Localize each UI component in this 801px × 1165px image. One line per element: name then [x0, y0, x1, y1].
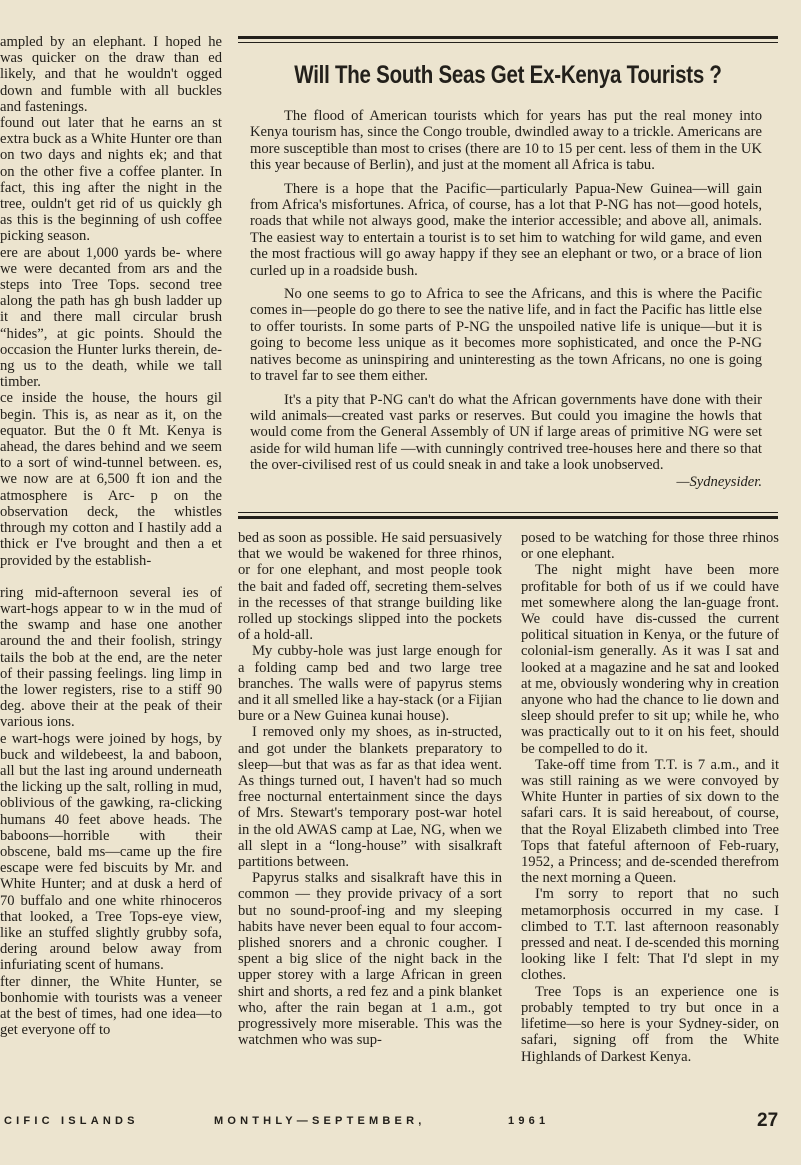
paragraph: Papyrus stalks and sisalkraft have this in common — they provide privacy of a sort but no sound-proof-ing and my sleeping habits have never been equal to four accom-plished snorers and a chronic cougher. I spent a big slice of the night back in the upper storey with a large African in green shirt and shorts, a red fez and a pink blanket who, after the rain began at 1 a.m., got progressively more miserable. This was the watchmen who was sup-	[238, 870, 502, 1049]
paragraph: The night might have been more profitable for both of us if we could have met somewhere along the lan-guage front. We could have dis-cussed the current political situation in Kenya, or the future of colonial-ism generally. As it was I sat and looked at a magazine and he sat and looked at me, obviously wondering why in creation anyone who had the chance to lie down and sleep should prefer to sit up; while he, who was practically out to it on his feet, should be compelled to do it.	[521, 562, 779, 757]
footer-year: 1961	[508, 1115, 550, 1127]
bottom-rule-thin	[238, 512, 778, 513]
paragraph: ce inside the house, the hours gil begin. This is, as near as it, on the equator. But the 0 ft Mt. Kenya is ahead, the dares behind and we seem to a sort of wind-tunnel between. es, we now are at 6,500 ft ion and the atmosphere is Arc- p on the observation deck, the whistles through my cotton and I hastily add a thick er I've brought and then a et provided by the establish-	[0, 390, 222, 569]
paragraph: I removed only my shoes, as in-structed, and got under the blankets preparatory to sleep—but that was as far as that idea went. As things turned out, I haven't had so much free nocturnal entertainment since the days of Mrs. Stewart's temporary post-war hotel in the old AWAS camp at Lae, NG, when we all slept in a “long-house” with sisalkraft partitions between.	[238, 724, 502, 871]
top-rule-thick	[238, 36, 778, 39]
footer-issue: MONTHLY—SEPTEMBER,	[214, 1115, 426, 1127]
paragraph: ampled by an elephant. I hoped he was quicker on the draw than ed likely, and that he wouldn't ogged down and fumble with all buckles and fastenings.	[0, 34, 222, 115]
left-column	[0, 34, 222, 1054]
left-column-block-1	[0, 34, 222, 569]
paragraph: found out later that he earns an st extra buck as a White Hunter ore than on two days and nights ek; and that on the other five a coffee planter. In fact, this ing after the night in the tree, ouldn't get rid of us quickly gh as this is the beginning of ush coffee picking season.	[0, 115, 222, 245]
editorial-box	[238, 36, 778, 508]
footer-publication: CIFIC ISLANDS	[4, 1115, 139, 1127]
page-footer	[0, 1110, 801, 1134]
middle-column	[238, 530, 502, 1049]
box-paragraph: It's a pity that P-NG can't do what the African governments have done with their wild animals—created vast parks or reserves. But could you imagine the howls that would come from the General Assembly of UN if large areas of primitive NG were set aside for wild human life —with cunningly contrived tree-houses here and there so that the over-civilised rest of us could sneak in and take a look unobserved.	[250, 391, 762, 474]
bottom-rule	[238, 512, 778, 519]
paragraph: fter dinner, the White Hunter, se bonhomie with tourists was a veneer at the best of times, had one idea—to get everyone off to	[0, 973, 222, 1039]
paragraph: bed as soon as possible. He said persuasively that we would be wakened for three rhinos, or for one elephant, and most people took the bait and faded off, secreting them-selves in the recesses of that strange building like rolled up stockings slipped into the pockets of a hold-all.	[238, 530, 502, 644]
box-paragraph: The flood of American tourists which for years has put the real money into Kenya tourism has, since the Congo trouble, dwindled away to a trickle. Americans are more susceptible than most to crises (there are 10 to 15 per cent. less of them in the UK this year because of Berlin), and just at the moment all Africa is tabu.	[250, 108, 762, 174]
paragraph: My cubby-hole was just large enough for a folding camp bed and two large tree branches. The walls were of papyrus stems and it all smelled like a hay-stack (or a Fijian bure or a New Guinea kunai house).	[238, 643, 502, 725]
paragraph: Take-off time from T.T. is 7 a.m., and it was still raining as we were convoyed by White Hunter in parties of six down to the safari cars. It is said hereabout, of course, that the Royal Elizabeth climbed into Tree Tops that fateful afternoon of Feb-ruary, 1952, a Princess; and de-scended therefrom the next morning a Queen.	[521, 756, 779, 887]
left-column-block-2	[0, 585, 222, 1039]
paragraph: I'm sorry to report that no such metamorphosis occurred in my case. I climbed to T.T. last afternoon reasonably pressed and neat. I de-scended this morning looking like I felt: That I'd slept in my clothes.	[521, 886, 779, 984]
paragraph: ere are about 1,000 yards be- where we were decanted from ars and the steps into Tree Tops. second tree along the path has gh bush ladder up it and there mall circular brush “hides”, at gic points. Should the occasion the Hunter lurks therein, de- ng us to the death, while we tall timber.	[0, 244, 222, 391]
headline: Will The South Seas Get Ex-Kenya Tourists ?	[294, 61, 722, 89]
bottom-rule-thick	[238, 516, 778, 519]
paragraph: Tree Tops is an experience one is probably tempted to try but once in a lifetime—so here is your Sydney-sider, on safari, signing off from the White Highlands of Darkest Kenya.	[521, 983, 779, 1065]
right-column	[521, 530, 779, 1065]
page-number: 27	[757, 1110, 779, 1131]
top-rule-thin	[238, 42, 778, 43]
box-body	[238, 108, 778, 474]
signature: —Sydneysider.	[676, 473, 762, 490]
box-paragraph: There is a hope that the Pacific—particularly Papua-New Guinea—will gain from Africa's misfortunes. Africa, of course, has a lot that P-NG has not—good hotels, roads that while not always good, make the interior accessible; and above all, animals. The easiest way to entertain a tourist is to set him to watching for wild game, and even the most fractious will go away happy if they see an elephant or two, or a brace of lion curled up in a roadside bush.	[250, 180, 762, 279]
paragraph: ring mid-afternoon several ies of wart-hogs appear to w in the mud of the swamp and hase one another around the and their foolish, stringy tails the bob at the end, are the neter of their passing feelings. ling limp in the lower registers, rise to a stiff 90 deg. above their at the peak of their various ions.	[0, 584, 222, 731]
paragraph: posed to be watching for those three rhinos or one elephant.	[521, 530, 779, 563]
box-paragraph: No one seems to go to Africa to see the Africans, and this is where the Pacific comes in—people do go there to see the native life, and in fact the Pacific has little else to offer tourists. In some parts of P-NG the unspoiled native life is unique—but it is going to become less unique as it becomes more sophisticated, and once the P-NG natives become as uninspiring and uninteresting as the town Africans, no one is going to travel far to see them either.	[250, 286, 762, 385]
paragraph: e wart-hogs were joined by hogs, by buck and wildebeest, la and baboon, all but the last ing around underneath the licking up the salt, rolling in mud, oblivious of the gawking, ra-clicking humans 40 feet above heads. The baboons—horrible with their obscene, bald ms—came up the fire escape were fed biscuits by Mr. and White Hunter; and at dusk a herd of 70 buffalo and one white rhinoceros that looked, a Tree Tops-eye view, like an stuffed slightly grubby sofa, dering around below away from infuriating scent of humans.	[0, 730, 222, 974]
